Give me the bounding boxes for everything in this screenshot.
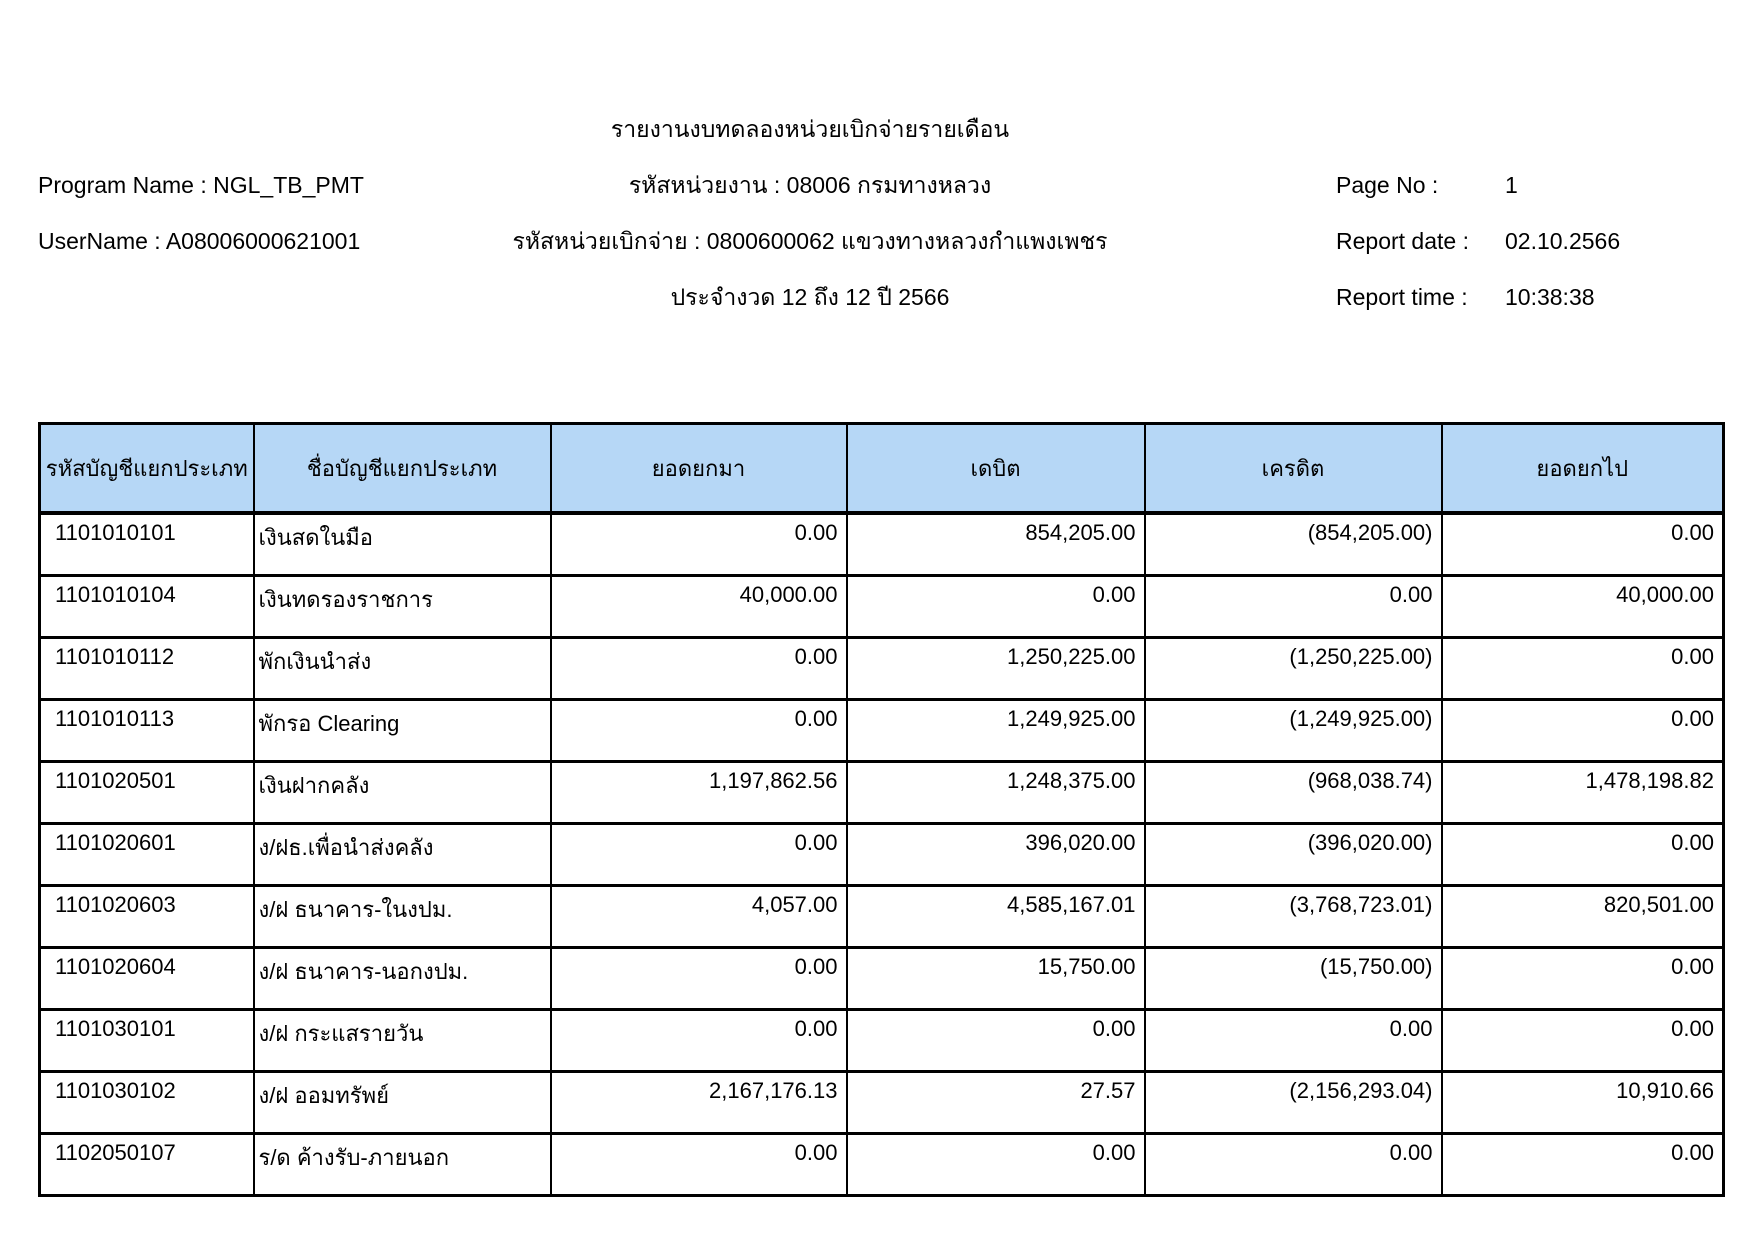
- table-row: [40, 947, 1724, 1009]
- debit-cell: 0.00: [847, 1009, 1145, 1071]
- account-code-cell: 1101030101: [40, 1009, 254, 1071]
- beginning-balance-cell: 0.00: [551, 637, 847, 699]
- header-line-3: [0, 270, 1755, 326]
- credit-cell: (2,156,293.04): [1145, 1071, 1442, 1133]
- table-row: [40, 1133, 1724, 1195]
- table-row: [40, 699, 1724, 761]
- ending-balance-cell: 1,478,198.82: [1442, 761, 1724, 823]
- credit-cell: (1,249,925.00): [1145, 699, 1442, 761]
- beginning-balance-cell: 1,197,862.56: [551, 761, 847, 823]
- credit-cell: (15,750.00): [1145, 947, 1442, 1009]
- table-row: [40, 637, 1724, 699]
- credit-cell: (854,205.00): [1145, 513, 1442, 575]
- account-name-cell: ง/ฝ ธนาคาร-ในงปม.: [254, 885, 551, 947]
- header-line-2: [0, 214, 1755, 270]
- ending-balance-cell: 40,000.00: [1442, 575, 1724, 637]
- debit-cell: 1,248,375.00: [847, 761, 1145, 823]
- account-code-cell: 1101010104: [40, 575, 254, 637]
- account-name-cell: เงินฝากคลัง: [254, 761, 551, 823]
- account-name-cell: พักรอ Clearing: [254, 699, 551, 761]
- beginning-balance-cell: 4,057.00: [551, 885, 847, 947]
- credit-cell: 0.00: [1145, 1009, 1442, 1071]
- credit-cell: (1,250,225.00): [1145, 637, 1442, 699]
- account-code-cell: 1101020603: [40, 885, 254, 947]
- credit-cell: (396,020.00): [1145, 823, 1442, 885]
- account-code-cell: 1102050107: [40, 1133, 254, 1195]
- account-code-cell: 1101010112: [40, 637, 254, 699]
- account-name-cell: ง/ฝ กระแสรายวัน: [254, 1009, 551, 1071]
- trial-balance-table: [38, 422, 1725, 1197]
- table-row: [40, 1009, 1724, 1071]
- account-name-cell: ง/ฝธ.เพื่อนำส่งคลัง: [254, 823, 551, 885]
- beginning-balance-cell: 0.00: [551, 1009, 847, 1071]
- table-row: [40, 513, 1724, 575]
- beginning-balance-cell: 0.00: [551, 699, 847, 761]
- beginning-balance-cell: 2,167,176.13: [551, 1071, 847, 1133]
- page-no-label: Page No :: [1336, 172, 1439, 199]
- column-header-ending-balance: ยอดยกไป: [1442, 424, 1724, 514]
- username-text: UserName : A08006000621001: [38, 228, 361, 255]
- header-line-title: [0, 102, 1755, 158]
- page-title: รายงานงบทดลองหน่วยเบิกจ่ายรายเดือน: [610, 116, 1010, 143]
- report-time-label: Report time :: [1336, 284, 1468, 311]
- debit-cell: 0.00: [847, 1133, 1145, 1195]
- credit-cell: 0.00: [1145, 1133, 1442, 1195]
- ending-balance-cell: 0.00: [1442, 513, 1724, 575]
- debit-cell: 27.57: [847, 1071, 1145, 1133]
- report-date-value: 02.10.2566: [1505, 228, 1621, 255]
- account-name-cell: ง/ฝ ธนาคาร-นอกงปม.: [254, 947, 551, 1009]
- table-header-row: [40, 424, 1724, 514]
- column-header-account-name: ชื่อบัญชีแยกประเภท: [254, 424, 551, 514]
- account-code-cell: 1101020501: [40, 761, 254, 823]
- report-date-label: Report date :: [1336, 228, 1469, 255]
- debit-cell: 1,249,925.00: [847, 699, 1145, 761]
- table-row: [40, 761, 1724, 823]
- credit-cell: 0.00: [1145, 575, 1442, 637]
- beginning-balance-cell: 0.00: [551, 1133, 847, 1195]
- debit-cell: 396,020.00: [847, 823, 1145, 885]
- beginning-balance-cell: 0.00: [551, 823, 847, 885]
- table-row: [40, 885, 1724, 947]
- trial-balance-table-wrap: [38, 422, 1755, 1197]
- beginning-balance-cell: 0.00: [551, 947, 847, 1009]
- credit-cell: (3,768,723.01): [1145, 885, 1442, 947]
- table-row: [40, 1071, 1724, 1133]
- account-name-cell: เงินทดรองราชการ: [254, 575, 551, 637]
- account-code-cell: 1101020601: [40, 823, 254, 885]
- account-code-cell: 1101010101: [40, 513, 254, 575]
- account-name-cell: ง/ฝ ออมทรัพย์: [254, 1071, 551, 1133]
- table-body: [40, 513, 1724, 1195]
- debit-cell: 4,585,167.01: [847, 885, 1145, 947]
- credit-cell: (968,038.74): [1145, 761, 1442, 823]
- table-row: [40, 575, 1724, 637]
- account-name-cell: เงินสดในมือ: [254, 513, 551, 575]
- agency-code-text: รหัสหน่วยงาน : 08006 กรมทางหลวง: [628, 172, 992, 199]
- column-header-credit: เครดิต: [1145, 424, 1442, 514]
- report-header: [0, 0, 1755, 326]
- ending-balance-cell: 0.00: [1442, 637, 1724, 699]
- account-name-cell: ร/ด ค้างรับ-ภายนอก: [254, 1133, 551, 1195]
- debit-cell: 1,250,225.00: [847, 637, 1145, 699]
- ending-balance-cell: 0.00: [1442, 823, 1724, 885]
- debit-cell: 0.00: [847, 575, 1145, 637]
- disbursement-code-text: รหัสหน่วยเบิกจ่าย : 0800600062 แขวงทางหลวงกำแพงเพชร: [512, 228, 1108, 255]
- ending-balance-cell: 0.00: [1442, 947, 1724, 1009]
- program-name-text: Program Name : NGL_TB_PMT: [38, 172, 364, 199]
- ending-balance-cell: 0.00: [1442, 699, 1724, 761]
- beginning-balance-cell: 0.00: [551, 513, 847, 575]
- beginning-balance-cell: 40,000.00: [551, 575, 847, 637]
- account-code-cell: 1101030102: [40, 1071, 254, 1133]
- ending-balance-cell: 820,501.00: [1442, 885, 1724, 947]
- account-code-cell: 1101010113: [40, 699, 254, 761]
- page-no-value: 1: [1505, 172, 1518, 199]
- ending-balance-cell: 10,910.66: [1442, 1071, 1724, 1133]
- ending-balance-cell: 0.00: [1442, 1133, 1724, 1195]
- column-header-beginning-balance: ยอดยกมา: [551, 424, 847, 514]
- period-text: ประจำงวด 12 ถึง 12 ปี 2566: [670, 284, 950, 311]
- column-header-debit: เดบิต: [847, 424, 1145, 514]
- debit-cell: 15,750.00: [847, 947, 1145, 1009]
- account-name-cell: พักเงินนำส่ง: [254, 637, 551, 699]
- ending-balance-cell: 0.00: [1442, 1009, 1724, 1071]
- header-line-1: [0, 158, 1755, 214]
- table-row: [40, 823, 1724, 885]
- debit-cell: 854,205.00: [847, 513, 1145, 575]
- report-time-value: 10:38:38: [1505, 284, 1595, 311]
- column-header-account-code: รหัสบัญชีแยกประเภท: [40, 424, 254, 514]
- account-code-cell: 1101020604: [40, 947, 254, 1009]
